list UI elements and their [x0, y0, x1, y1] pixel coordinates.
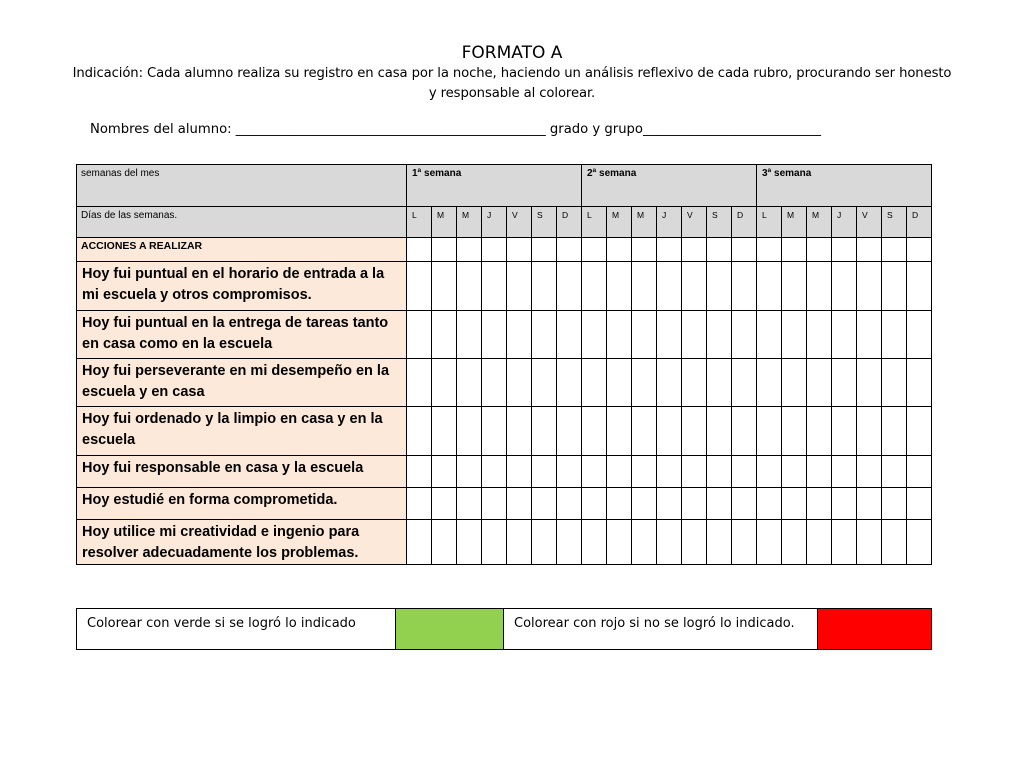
day-header: M	[607, 207, 632, 238]
check-cell[interactable]	[607, 262, 632, 311]
check-cell[interactable]	[757, 262, 782, 311]
check-cell[interactable]	[782, 262, 807, 311]
check-cell[interactable]	[582, 456, 607, 488]
check-cell[interactable]	[707, 262, 732, 311]
check-cell[interactable]	[482, 407, 507, 456]
check-cell[interactable]	[882, 238, 907, 262]
check-cell[interactable]	[407, 238, 432, 262]
action-label: Hoy fui ordenado y la limpio en casa y en la escuela	[77, 407, 407, 456]
check-cell[interactable]	[732, 359, 757, 407]
check-cell[interactable]	[732, 311, 757, 359]
action-label: Hoy fui puntual en el horario de entrada a la mi escuela y otros compromisos.	[77, 262, 407, 311]
day-header: M	[432, 207, 457, 238]
day-header: D	[907, 207, 932, 238]
check-cell[interactable]	[707, 238, 732, 262]
check-cell[interactable]	[682, 456, 707, 488]
check-cell[interactable]	[882, 359, 907, 407]
check-cell[interactable]	[757, 488, 782, 520]
week-header: 2ª semana	[582, 165, 757, 207]
check-cell[interactable]	[882, 311, 907, 359]
check-cell[interactable]	[532, 488, 557, 520]
check-cell[interactable]	[657, 520, 682, 565]
check-cell[interactable]	[557, 262, 582, 311]
legend-green-swatch	[396, 609, 504, 650]
check-cell[interactable]	[432, 238, 457, 262]
check-cell[interactable]	[407, 456, 432, 488]
action-label: Hoy fui responsable en casa y la escuela	[77, 456, 407, 488]
check-cell[interactable]	[457, 407, 482, 456]
check-cell[interactable]	[557, 407, 582, 456]
check-cell[interactable]	[407, 311, 432, 359]
day-header: L	[582, 207, 607, 238]
check-cell[interactable]	[557, 456, 582, 488]
check-cell[interactable]	[782, 238, 807, 262]
day-header: L	[407, 207, 432, 238]
check-cell[interactable]	[457, 359, 482, 407]
check-cell[interactable]	[632, 311, 657, 359]
check-cell[interactable]	[757, 520, 782, 565]
document-header	[70, 42, 954, 104]
check-cell[interactable]	[907, 238, 932, 262]
check-cell[interactable]	[907, 407, 932, 456]
check-cell[interactable]	[832, 262, 857, 311]
check-cell[interactable]	[557, 359, 582, 407]
check-cell[interactable]	[532, 456, 557, 488]
check-cell[interactable]	[857, 238, 882, 262]
check-cell[interactable]	[407, 520, 432, 565]
check-cell[interactable]	[882, 456, 907, 488]
check-cell[interactable]	[532, 262, 557, 311]
action-row	[77, 456, 932, 488]
check-cell[interactable]	[632, 520, 657, 565]
check-cell[interactable]	[457, 488, 482, 520]
day-header: S	[532, 207, 557, 238]
check-cell[interactable]	[432, 520, 457, 565]
check-cell[interactable]	[407, 359, 432, 407]
check-cell[interactable]	[432, 359, 457, 407]
check-cell[interactable]	[782, 456, 807, 488]
check-cell[interactable]	[807, 456, 832, 488]
check-cell[interactable]	[482, 311, 507, 359]
day-header: S	[882, 207, 907, 238]
check-cell[interactable]	[807, 520, 832, 565]
day-header: V	[682, 207, 707, 238]
check-cell[interactable]	[832, 520, 857, 565]
check-cell[interactable]	[582, 407, 607, 456]
check-cell[interactable]	[857, 407, 882, 456]
legend-red-label: Colorear con rojo si no se logró lo indicado.	[504, 609, 818, 650]
check-cell[interactable]	[582, 262, 607, 311]
check-cell[interactable]	[507, 407, 532, 456]
check-cell[interactable]	[407, 262, 432, 311]
check-cell[interactable]	[557, 520, 582, 565]
check-cell[interactable]	[607, 359, 632, 407]
check-cell[interactable]	[857, 488, 882, 520]
action-label: Hoy fui perseverante en mi desempeño en la escuela y en casa	[77, 359, 407, 407]
check-cell[interactable]	[657, 488, 682, 520]
check-cell[interactable]	[607, 407, 632, 456]
check-cell[interactable]	[707, 488, 732, 520]
check-cell[interactable]	[582, 359, 607, 407]
check-cell[interactable]	[807, 488, 832, 520]
check-cell[interactable]	[732, 488, 757, 520]
check-cell[interactable]	[682, 262, 707, 311]
check-cell[interactable]	[457, 520, 482, 565]
student-name-line: Nombres del alumno: _______________________________________________ grado y grupo___________________________	[90, 122, 822, 137]
check-cell[interactable]	[482, 456, 507, 488]
action-row	[77, 488, 932, 520]
check-cell[interactable]	[907, 488, 932, 520]
check-cell[interactable]	[607, 311, 632, 359]
check-cell[interactable]	[707, 456, 732, 488]
week-header: 1ª semana	[407, 165, 582, 207]
check-cell[interactable]	[607, 520, 632, 565]
check-cell[interactable]	[832, 407, 857, 456]
legend-red-swatch	[818, 609, 932, 650]
check-cell[interactable]	[457, 238, 482, 262]
check-cell[interactable]	[782, 359, 807, 407]
check-cell[interactable]	[857, 262, 882, 311]
check-cell[interactable]	[807, 407, 832, 456]
check-cell[interactable]	[457, 262, 482, 311]
actions-header: ACCIONES A REALIZAR	[77, 238, 407, 262]
check-cell[interactable]	[757, 407, 782, 456]
check-cell[interactable]	[607, 456, 632, 488]
check-cell[interactable]	[707, 359, 732, 407]
check-cell[interactable]	[782, 520, 807, 565]
check-cell[interactable]	[782, 311, 807, 359]
check-cell[interactable]	[857, 520, 882, 565]
check-cell[interactable]	[857, 456, 882, 488]
check-cell[interactable]	[632, 359, 657, 407]
color-legend	[76, 608, 932, 650]
check-cell[interactable]	[432, 488, 457, 520]
check-cell[interactable]	[657, 262, 682, 311]
check-cell[interactable]	[682, 311, 707, 359]
check-cell[interactable]	[507, 456, 532, 488]
document-title: FORMATO A	[461, 43, 563, 63]
check-cell[interactable]	[782, 488, 807, 520]
check-cell[interactable]	[757, 456, 782, 488]
check-cell[interactable]	[682, 238, 707, 262]
action-label: Hoy estudié en forma comprometida.	[77, 488, 407, 520]
check-cell[interactable]	[557, 311, 582, 359]
check-cell[interactable]	[507, 238, 532, 262]
weeks-label: semanas del mes	[77, 165, 407, 207]
day-header: D	[557, 207, 582, 238]
day-header: M	[632, 207, 657, 238]
check-cell[interactable]	[657, 456, 682, 488]
check-cell[interactable]	[482, 520, 507, 565]
check-cell[interactable]	[582, 311, 607, 359]
check-cell[interactable]	[682, 359, 707, 407]
check-cell[interactable]	[832, 456, 857, 488]
check-cell[interactable]	[907, 520, 932, 565]
check-cell[interactable]	[432, 456, 457, 488]
check-cell[interactable]	[907, 359, 932, 407]
check-cell[interactable]	[407, 407, 432, 456]
check-cell[interactable]	[432, 262, 457, 311]
check-cell[interactable]	[582, 238, 607, 262]
check-cell[interactable]	[657, 311, 682, 359]
check-cell[interactable]	[832, 238, 857, 262]
check-cell[interactable]	[682, 520, 707, 565]
check-cell[interactable]	[807, 262, 832, 311]
check-cell[interactable]	[632, 262, 657, 311]
check-cell[interactable]	[757, 311, 782, 359]
day-header: V	[507, 207, 532, 238]
action-row	[77, 311, 932, 359]
check-cell[interactable]	[582, 520, 607, 565]
day-header: D	[732, 207, 757, 238]
check-cell[interactable]	[857, 311, 882, 359]
check-cell[interactable]	[832, 311, 857, 359]
check-cell[interactable]	[807, 238, 832, 262]
check-cell[interactable]	[557, 488, 582, 520]
legend-green-label: Colorear con verde si se logró lo indicado	[77, 609, 396, 650]
check-cell[interactable]	[857, 359, 882, 407]
check-cell[interactable]	[482, 262, 507, 311]
check-cell[interactable]	[657, 407, 682, 456]
day-header: M	[807, 207, 832, 238]
check-cell[interactable]	[507, 359, 532, 407]
check-cell[interactable]	[882, 262, 907, 311]
check-cell[interactable]	[757, 359, 782, 407]
check-cell[interactable]	[707, 311, 732, 359]
action-label: Hoy fui puntual en la entrega de tareas tanto en casa como en la escuela	[77, 311, 407, 359]
check-cell[interactable]	[882, 488, 907, 520]
check-cell[interactable]	[432, 311, 457, 359]
action-label: Hoy utilice mi creatividad e ingenio para resolver adecuadamente los problemas.	[77, 520, 407, 565]
action-row	[77, 262, 932, 311]
check-cell[interactable]	[482, 238, 507, 262]
check-cell[interactable]	[807, 311, 832, 359]
check-cell[interactable]	[832, 488, 857, 520]
days-label: Días de las semanas.	[77, 207, 407, 238]
check-cell[interactable]	[457, 456, 482, 488]
check-cell[interactable]	[482, 488, 507, 520]
check-cell[interactable]	[907, 262, 932, 311]
check-cell[interactable]	[707, 520, 732, 565]
check-cell[interactable]	[557, 238, 582, 262]
check-cell[interactable]	[657, 238, 682, 262]
day-header: L	[757, 207, 782, 238]
check-cell[interactable]	[507, 488, 532, 520]
action-row	[77, 359, 932, 407]
instruction-text: Indicación: Cada alumno realiza su registro en casa por la noche, haciendo un análisis reflexivo de cada rubro, procurando ser honesto y responsable al colorear.	[72, 66, 952, 101]
day-header: S	[707, 207, 732, 238]
check-cell[interactable]	[732, 238, 757, 262]
check-cell[interactable]	[682, 407, 707, 456]
check-cell[interactable]	[907, 456, 932, 488]
check-cell[interactable]	[532, 238, 557, 262]
check-cell[interactable]	[882, 407, 907, 456]
check-cell[interactable]	[757, 238, 782, 262]
check-cell[interactable]	[657, 359, 682, 407]
check-cell[interactable]	[407, 488, 432, 520]
check-cell[interactable]	[607, 238, 632, 262]
action-row	[77, 520, 932, 565]
check-cell[interactable]	[607, 488, 632, 520]
day-header: J	[482, 207, 507, 238]
check-cell[interactable]	[732, 262, 757, 311]
check-cell[interactable]	[507, 311, 532, 359]
check-cell[interactable]	[507, 520, 532, 565]
check-cell[interactable]	[882, 520, 907, 565]
check-cell[interactable]	[732, 407, 757, 456]
check-cell[interactable]	[532, 520, 557, 565]
check-cell[interactable]	[782, 407, 807, 456]
week-header: 3ª semana	[757, 165, 932, 207]
check-cell[interactable]	[432, 407, 457, 456]
check-cell[interactable]	[732, 520, 757, 565]
check-cell[interactable]	[632, 456, 657, 488]
tracking-table	[76, 164, 932, 565]
check-cell[interactable]	[532, 311, 557, 359]
check-cell[interactable]	[582, 488, 607, 520]
check-cell[interactable]	[807, 359, 832, 407]
check-cell[interactable]	[732, 456, 757, 488]
day-header: M	[782, 207, 807, 238]
day-header: M	[457, 207, 482, 238]
day-header: J	[832, 207, 857, 238]
check-cell[interactable]	[682, 488, 707, 520]
check-cell[interactable]	[632, 238, 657, 262]
day-header: V	[857, 207, 882, 238]
action-row	[77, 407, 932, 456]
check-cell[interactable]	[632, 488, 657, 520]
check-cell[interactable]	[457, 311, 482, 359]
day-header: J	[657, 207, 682, 238]
check-cell[interactable]	[507, 262, 532, 311]
check-cell[interactable]	[482, 359, 507, 407]
check-cell[interactable]	[532, 359, 557, 407]
check-cell[interactable]	[707, 407, 732, 456]
check-cell[interactable]	[907, 311, 932, 359]
check-cell[interactable]	[632, 407, 657, 456]
check-cell[interactable]	[532, 407, 557, 456]
check-cell[interactable]	[832, 359, 857, 407]
